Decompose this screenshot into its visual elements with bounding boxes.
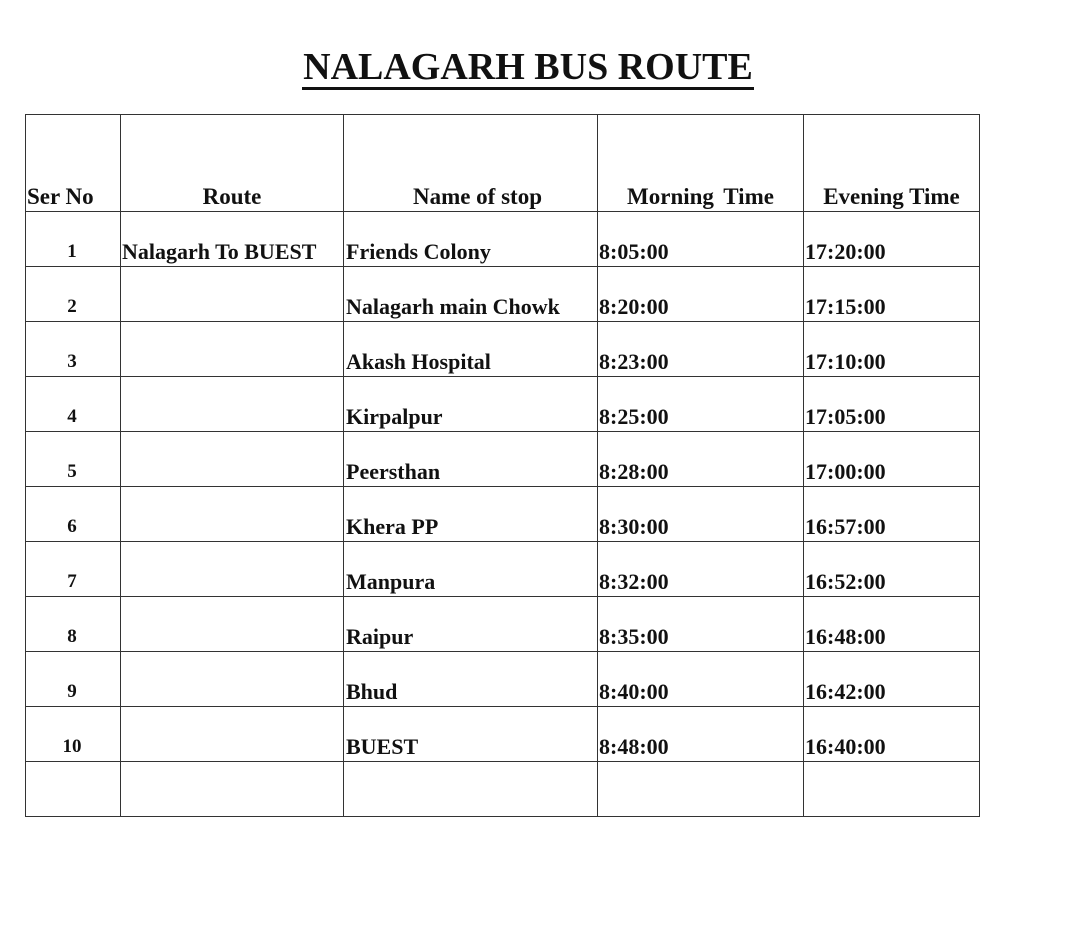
route-cell xyxy=(121,597,344,652)
evening-time-cell: 17:20:00 xyxy=(804,212,980,267)
stop-name-cell: BUEST xyxy=(344,707,598,762)
evening-time-cell: 16:57:00 xyxy=(804,487,980,542)
ser-no-cell: 7 xyxy=(26,542,121,597)
morning-time-cell: 8:32:00 xyxy=(598,542,804,597)
morning-time-cell: 8:28:00 xyxy=(598,432,804,487)
ser-no-cell: 6 xyxy=(26,487,121,542)
header-evening-time: Evening Time xyxy=(804,115,980,212)
morning-time-cell: 8:35:00 xyxy=(598,597,804,652)
route-cell xyxy=(121,432,344,487)
header-morning-time: Morning Time xyxy=(598,115,804,212)
stop-name-cell: Akash Hospital xyxy=(344,322,598,377)
morning-time-cell: 8:23:00 xyxy=(598,322,804,377)
evening-time-cell: 17:10:00 xyxy=(804,322,980,377)
table-row xyxy=(26,652,980,707)
stop-name-cell: Nalagarh main Chowk xyxy=(344,267,598,322)
ser-no-cell: 8 xyxy=(26,597,121,652)
morning-time-cell: 8:48:00 xyxy=(598,707,804,762)
table-row xyxy=(26,487,980,542)
ser-no-cell: 9 xyxy=(26,652,121,707)
stop-name-cell: Friends Colony xyxy=(344,212,598,267)
ser-no-cell: 10 xyxy=(26,707,121,762)
table-row xyxy=(26,267,980,322)
morning-time-cell: 8:30:00 xyxy=(598,487,804,542)
route-cell xyxy=(121,267,344,322)
route-cell xyxy=(121,322,344,377)
table-row xyxy=(26,542,980,597)
stop-name-cell: Khera PP xyxy=(344,487,598,542)
morning-time-cell: 8:25:00 xyxy=(598,377,804,432)
stop-name-cell: Raipur xyxy=(344,597,598,652)
morning-time-cell: 8:05:00 xyxy=(598,212,804,267)
ser-no-cell: 3 xyxy=(26,322,121,377)
empty-cell xyxy=(26,762,121,817)
morning-time-cell: 8:40:00 xyxy=(598,652,804,707)
bus-route-table xyxy=(25,114,980,817)
table-row xyxy=(26,597,980,652)
stop-name-cell: Manpura xyxy=(344,542,598,597)
evening-time-cell: 16:40:00 xyxy=(804,707,980,762)
route-cell xyxy=(121,377,344,432)
empty-cell xyxy=(804,762,980,817)
ser-no-cell: 2 xyxy=(26,267,121,322)
ser-no-cell: 1 xyxy=(26,212,121,267)
table-row xyxy=(26,432,980,487)
route-cell: Nalagarh To BUEST xyxy=(121,212,344,267)
evening-time-cell: 17:05:00 xyxy=(804,377,980,432)
evening-time-cell: 17:00:00 xyxy=(804,432,980,487)
empty-table-row xyxy=(26,762,980,817)
route-cell xyxy=(121,652,344,707)
route-cell xyxy=(121,487,344,542)
stop-name-cell: Bhud xyxy=(344,652,598,707)
document-title xyxy=(0,44,1056,90)
header-route: Route xyxy=(121,115,344,212)
evening-time-cell: 17:15:00 xyxy=(804,267,980,322)
route-cell xyxy=(121,707,344,762)
empty-cell xyxy=(598,762,804,817)
table-row xyxy=(26,377,980,432)
ser-no-cell: 4 xyxy=(26,377,121,432)
ser-no-cell: 5 xyxy=(26,432,121,487)
empty-cell xyxy=(344,762,598,817)
evening-time-cell: 16:48:00 xyxy=(804,597,980,652)
table-row xyxy=(26,212,980,267)
evening-time-cell: 16:42:00 xyxy=(804,652,980,707)
stop-name-cell: Kirpalpur xyxy=(344,377,598,432)
morning-time-cell: 8:20:00 xyxy=(598,267,804,322)
stop-name-cell: Peersthan xyxy=(344,432,598,487)
empty-cell xyxy=(121,762,344,817)
evening-time-cell: 16:52:00 xyxy=(804,542,980,597)
document-title-text: NALAGARH BUS ROUTE xyxy=(303,46,753,88)
table-header-row xyxy=(26,115,980,212)
header-ser-no: Ser No xyxy=(26,115,121,212)
route-cell xyxy=(121,542,344,597)
header-name-of-stop: Name of stop xyxy=(344,115,598,212)
table-row xyxy=(26,322,980,377)
table-row xyxy=(26,707,980,762)
